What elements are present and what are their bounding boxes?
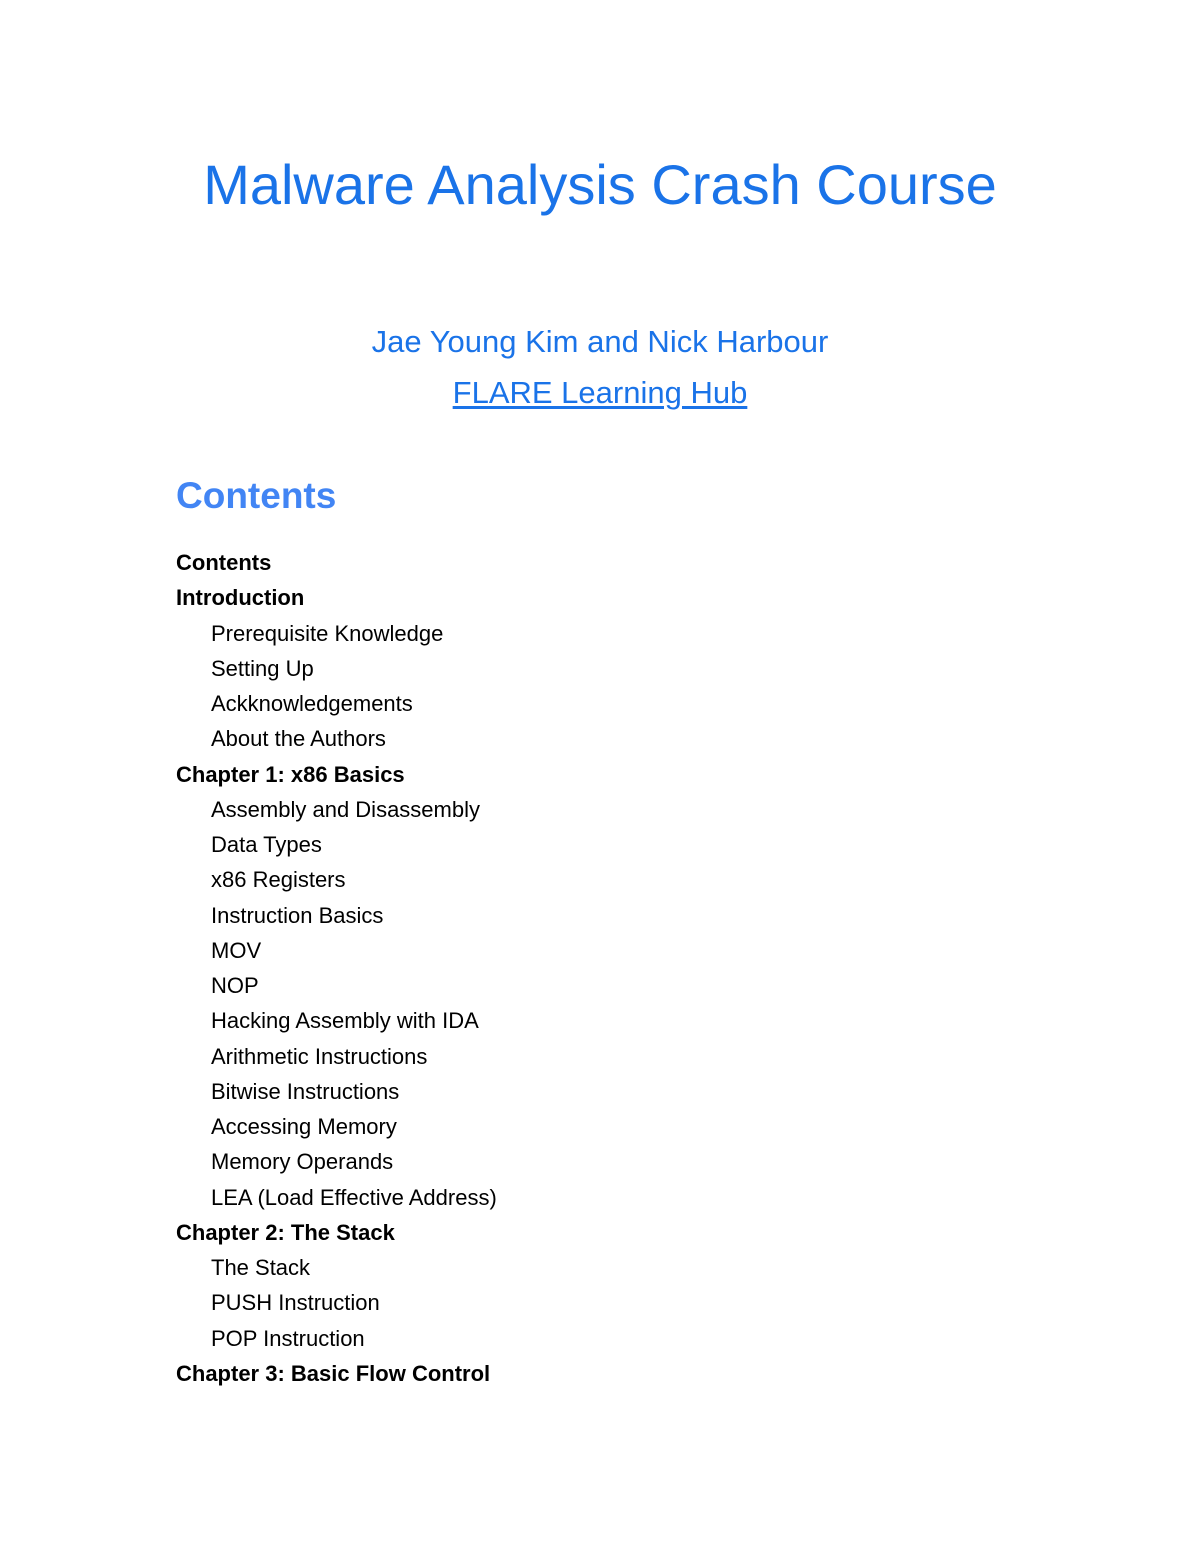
authors-line: Jae Young Kim and Nick Harbour — [371, 324, 829, 359]
toc-chapter-entry[interactable]: Chapter 2: The Stack — [176, 1219, 395, 1245]
toc-chapter-entry[interactable]: Chapter 3: Basic Flow Control — [176, 1360, 491, 1386]
toc-section-entry[interactable]: PUSH Instruction — [211, 1290, 380, 1316]
toc-section-entry[interactable]: Memory Operands — [211, 1149, 394, 1175]
toc-section-entry[interactable]: LEA (Load Effective Address) — [211, 1184, 497, 1210]
toc-section-entry[interactable]: x86 Registers — [211, 867, 346, 893]
toc-section-entry[interactable]: Hacking Assembly with IDA — [211, 1008, 479, 1034]
toc-chapter-entry[interactable]: Introduction — [176, 585, 305, 611]
toc-section-entry[interactable]: Instruction Basics — [211, 902, 384, 928]
toc-section-entry[interactable]: POP Instruction — [211, 1325, 365, 1351]
toc-section-entry[interactable]: NOP — [211, 973, 259, 998]
toc-section-entry[interactable]: Setting Up — [211, 655, 314, 681]
toc-section-entry[interactable]: Prerequisite Knowledge — [211, 620, 444, 646]
toc-section-entry[interactable]: Ackknowledgements — [211, 691, 413, 716]
table-of-contents — [176, 545, 976, 1391]
contents-heading: Contents — [176, 475, 337, 516]
toc-section-entry[interactable]: Data Types — [211, 832, 322, 857]
document-title: Malware Analysis Crash Course — [203, 153, 997, 216]
toc-section-entry[interactable]: Bitwise Instructions — [211, 1078, 400, 1104]
toc-section-entry[interactable]: MOV — [211, 937, 262, 963]
flare-learning-hub-link[interactable]: FLARE Learning Hub — [452, 375, 748, 410]
toc-section-entry[interactable]: Arithmetic Instructions — [211, 1043, 428, 1069]
toc-chapter-entry[interactable]: Chapter 1: x86 Basics — [176, 761, 405, 787]
toc-section-entry[interactable]: The Stack — [211, 1255, 311, 1280]
toc-section-entry[interactable]: Accessing Memory — [211, 1114, 397, 1139]
toc-section-entry[interactable]: Assembly and Disassembly — [211, 796, 480, 822]
toc-section-entry[interactable]: About the Authors — [211, 726, 386, 752]
toc-chapter-entry[interactable]: Contents — [176, 550, 272, 575]
